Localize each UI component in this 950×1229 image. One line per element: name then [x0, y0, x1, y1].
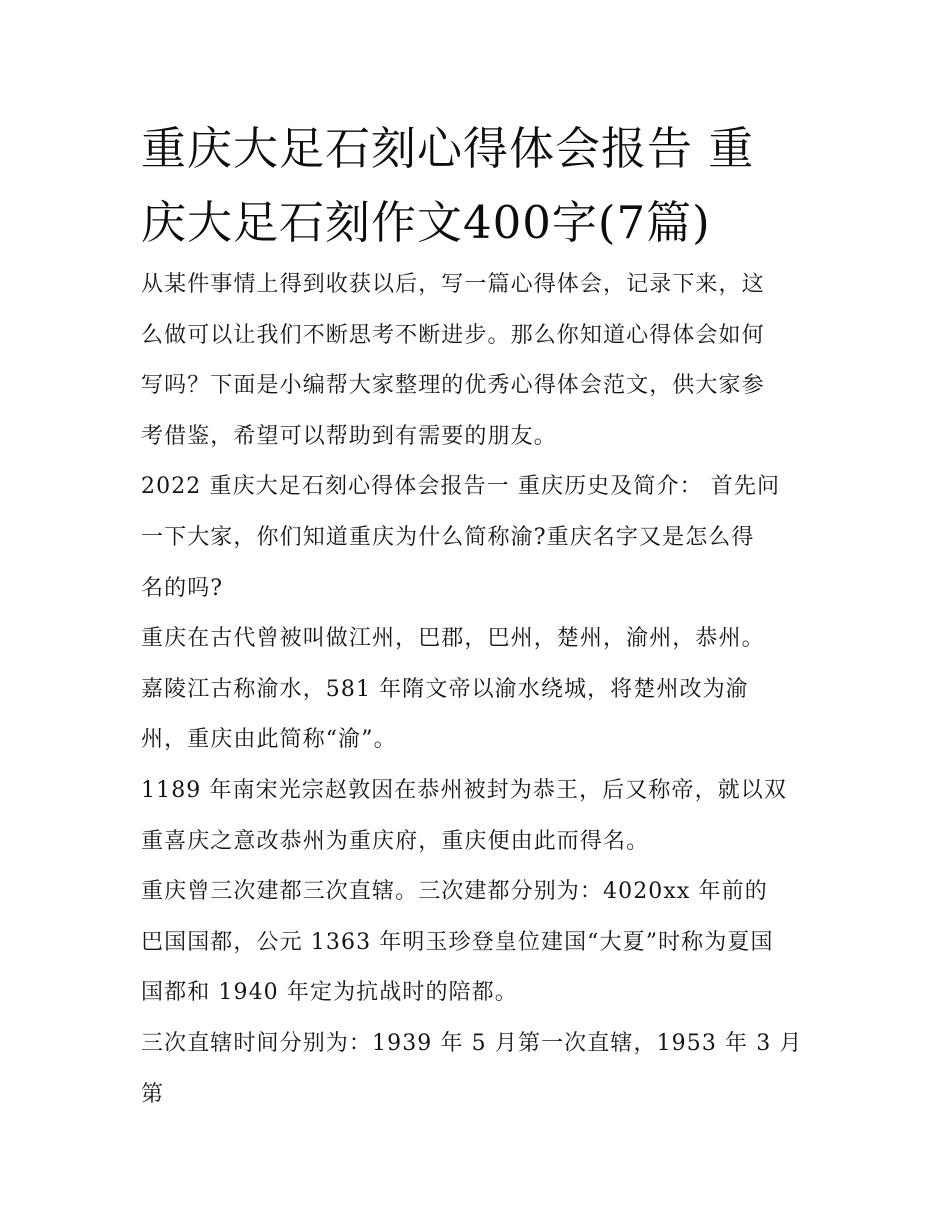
- text-line: 州，重庆由此简称“渝”。: [141, 727, 397, 753]
- text-line: 重庆曾三次建都三次直辖。三次建都分别为：4020xx 年前的: [141, 879, 768, 905]
- text-line: 重喜庆之意改恭州为重庆府，重庆便由此而得名。: [141, 828, 650, 854]
- title-line-2: 庆大足石刻作文400字(7篇): [141, 196, 711, 249]
- text-line: 么做可以让我们不断思考不断进步。那么你知道心得体会如何: [141, 322, 765, 348]
- text-line: 三次直辖时间分别为：1939 年 5 月第一次直辖，1953 年 3 月第: [141, 1030, 803, 1107]
- text-line: 写吗？下面是小编帮大家整理的优秀心得体会范文，供大家参: [141, 373, 765, 399]
- paragraph-intro: [141, 260, 813, 462]
- paragraph-capitals: [141, 867, 813, 1019]
- document-body: [141, 112, 813, 1120]
- text-line: 巴国国都，公元 1363 年明玉珍登皇位建国“大夏”时称为夏国: [141, 929, 774, 955]
- paragraph-ancient-names: [141, 614, 813, 766]
- document-title: [141, 112, 813, 260]
- paragraph-municipality: [141, 1019, 813, 1120]
- text-line: 2022 重庆大足石刻心得体会报告一 重庆历史及简介： 首先问: [141, 474, 781, 500]
- text-line: 国都和 1940 年定为抗战时的陪都。: [141, 980, 518, 1006]
- title-line-1: 重庆大足石刻心得体会报告 重: [141, 122, 755, 175]
- text-line: 嘉陵江古称渝水，581 年隋文帝以渝水绕城，将楚州改为渝: [141, 676, 749, 702]
- text-line: 一下大家，你们知道重庆为什么简称渝?重庆名字又是怎么得: [141, 524, 755, 550]
- paragraph-report-one: [141, 462, 813, 614]
- text-line: 考借鉴，希望可以帮助到有需要的朋友。: [141, 423, 557, 449]
- text-line: 重庆在古代曾被叫做江州，巴郡，巴州，楚州，渝州，恭州。: [141, 626, 765, 652]
- text-line: 1189 年南宋光宗赵敦因在恭州被封为恭王，后又称帝，就以双: [141, 777, 787, 803]
- text-line: 名的吗?: [141, 575, 224, 601]
- text-line: 从某件事情上得到收获以后，写一篇心得体会，记录下来，这: [141, 272, 765, 297]
- paragraph-name-origin: [141, 766, 813, 867]
